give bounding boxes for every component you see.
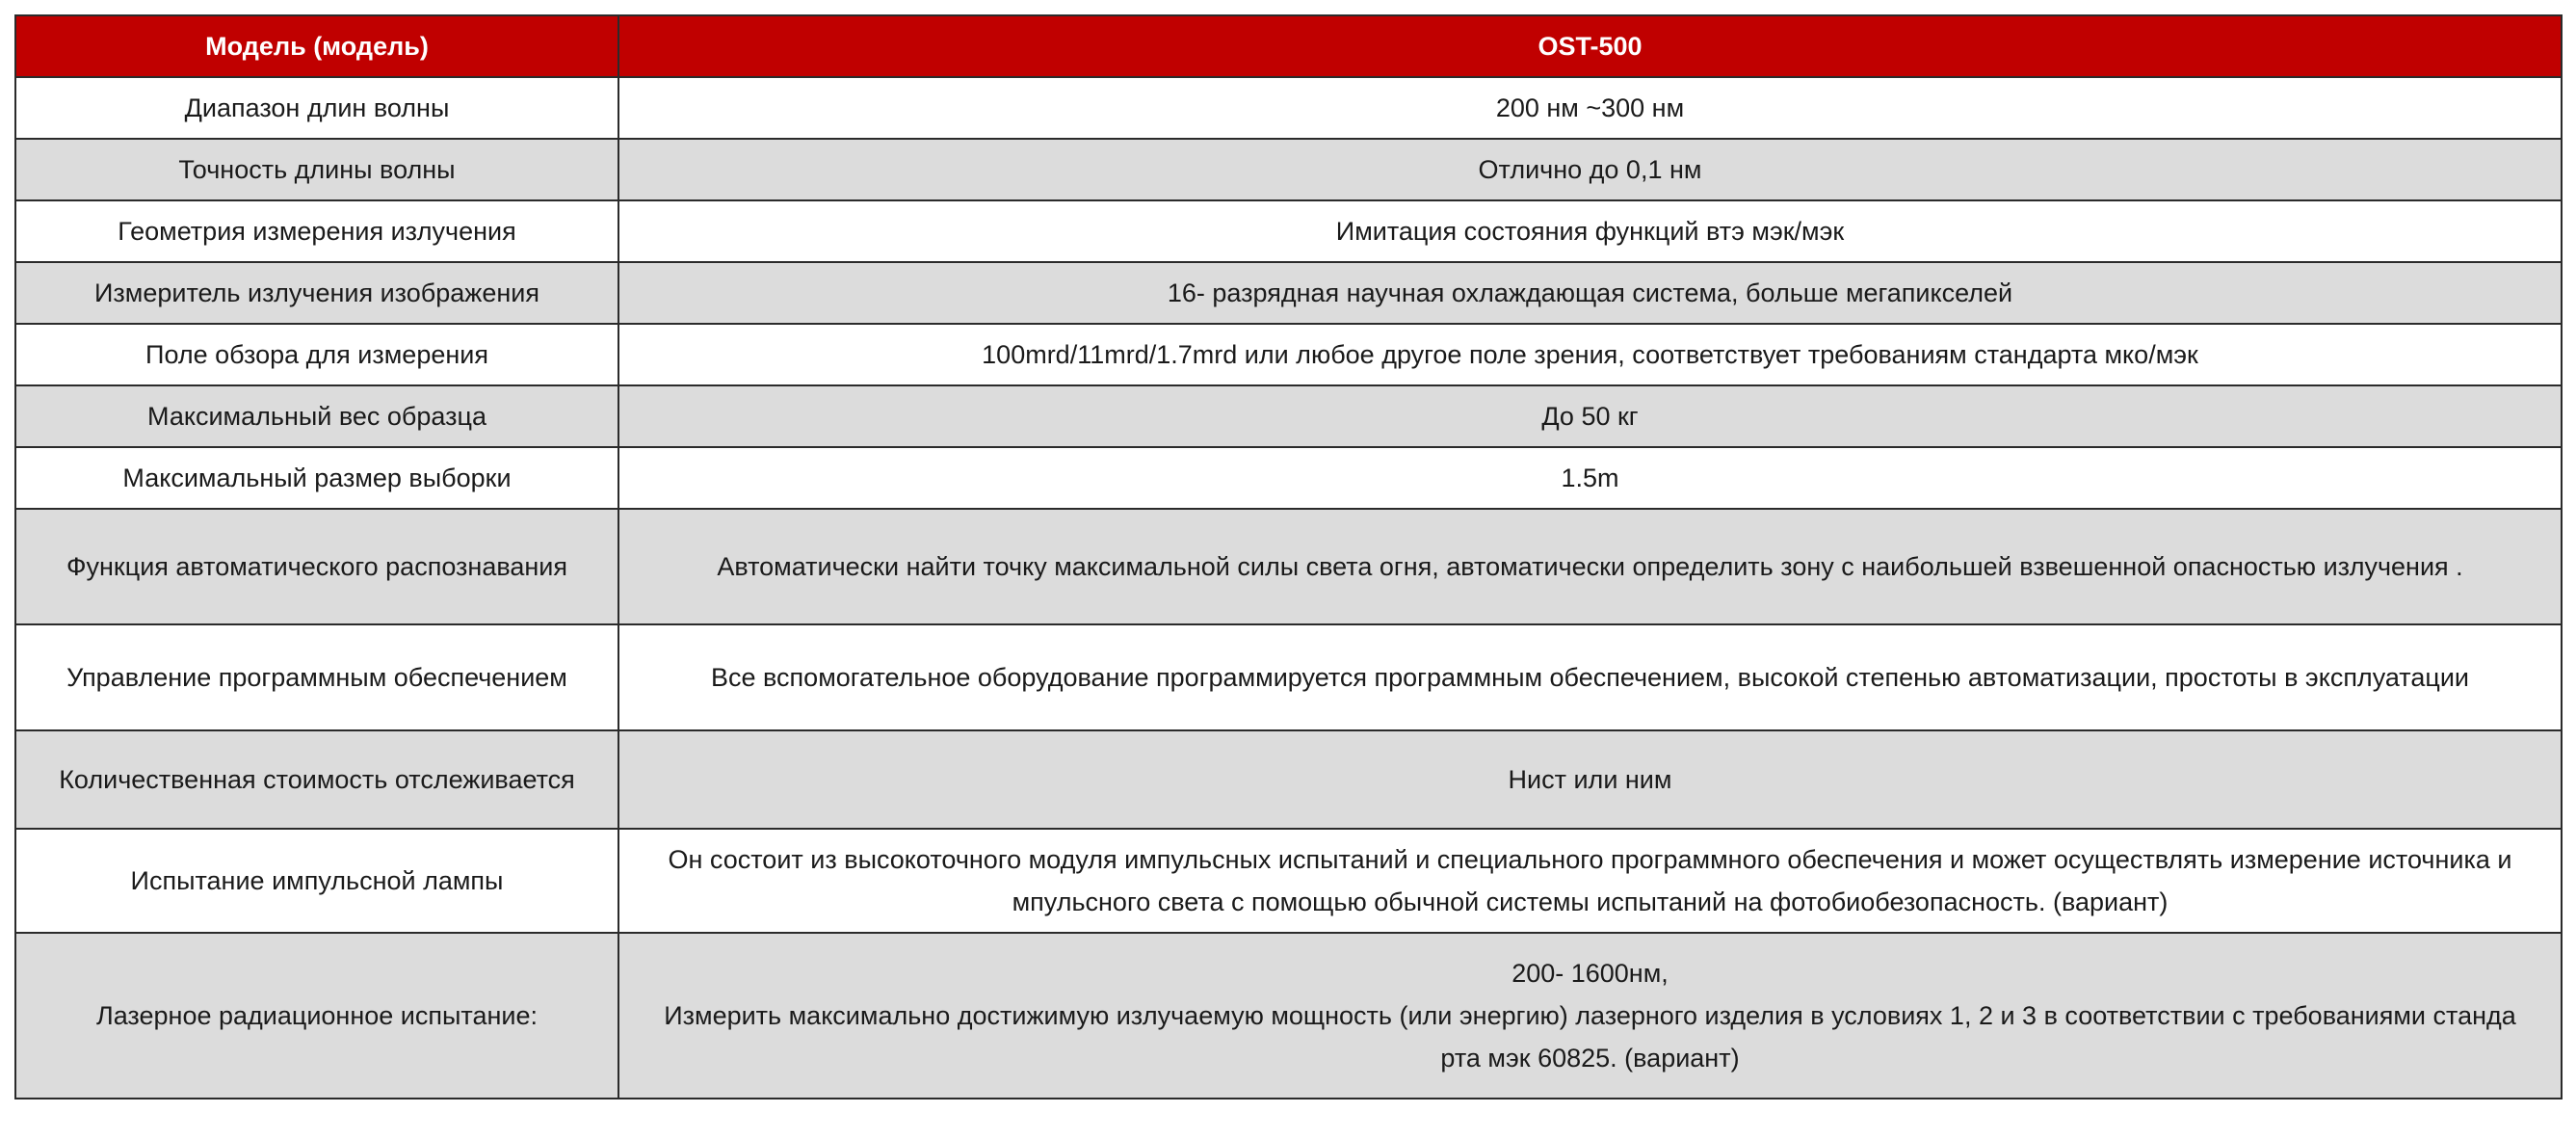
row-value: Имитация состояния функций втэ мэк/мэк [618,200,2562,262]
row-value: Все вспомогательное оборудование программируется программным обеспечением, высокой степенью автоматизации, простоты в эксплуатации [618,624,2562,730]
row-label: Диапазон длин волны [15,77,618,139]
row-value-line: мпульсного света с помощью обычной системы испытаний на фотобиобезопасность. (вариант) [1012,887,2169,916]
row-value: Автоматически найти точку максимальной силы света огня, автоматически определить зону с наибольшей взвешенной опасностью излучения . [618,509,2562,624]
row-value: 200 нм ~300 нм [618,77,2562,139]
header-label-cell: Модель (модель) [15,15,618,77]
row-label: Лазерное радиационное испытание: [15,933,618,1099]
table-row [15,385,2562,447]
row-label: Точность длины волны [15,139,618,200]
row-label: Поле обзора для измерения [15,324,618,385]
row-label: Управление программным обеспечением [15,624,618,730]
table-header-row [15,15,2562,77]
row-label: Испытание импульсной лампы [15,829,618,933]
table-row [15,829,2562,933]
row-value: 16- разрядная научная охлаждающая система, больше мегапикселей [618,262,2562,324]
row-value [618,933,2562,1099]
row-value-line: Он состоит из высокоточного модуля импульсных испытаний и специального программного обеспечения и может осуществлять измерение источника и [668,845,2512,874]
table-row [15,730,2562,829]
row-label: Геометрия измерения излучения [15,200,618,262]
row-label: Измеритель излучения изображения [15,262,618,324]
row-label: Функция автоматического распознавания [15,509,618,624]
row-label: Количественная стоимость отслеживается [15,730,618,829]
table-row [15,139,2562,200]
table-row [15,509,2562,624]
header-model-cell: OST-500 [618,15,2562,77]
row-value: 1.5m [618,447,2562,509]
row-value: Нист или ним [618,730,2562,829]
table-row [15,77,2562,139]
table-row [15,262,2562,324]
row-value-line: рта мэк 60825. (вариант) [1440,1044,1740,1073]
row-value-line: 200- 1600нм, [1511,959,1669,988]
row-label: Максимальный вес образца [15,385,618,447]
row-value-line: Измерить максимально достижимую излучаемую мощность (или энергию) лазерного изделия в условиях 1, 2 и 3 в соответствии с требованиями станда [664,1001,2516,1030]
table-row [15,324,2562,385]
row-value: Отлично до 0,1 нм [618,139,2562,200]
spec-table [14,14,2563,1099]
table-row [15,447,2562,509]
table-row [15,624,2562,730]
table-row [15,200,2562,262]
row-value: 100mrd/11mrd/1.7mrd или любое другое поле зрения, соответствует требованиям стандарта мко/мэк [618,324,2562,385]
row-value [618,829,2562,933]
row-label: Максимальный размер выборки [15,447,618,509]
table-row [15,933,2562,1099]
row-value: До 50 кг [618,385,2562,447]
